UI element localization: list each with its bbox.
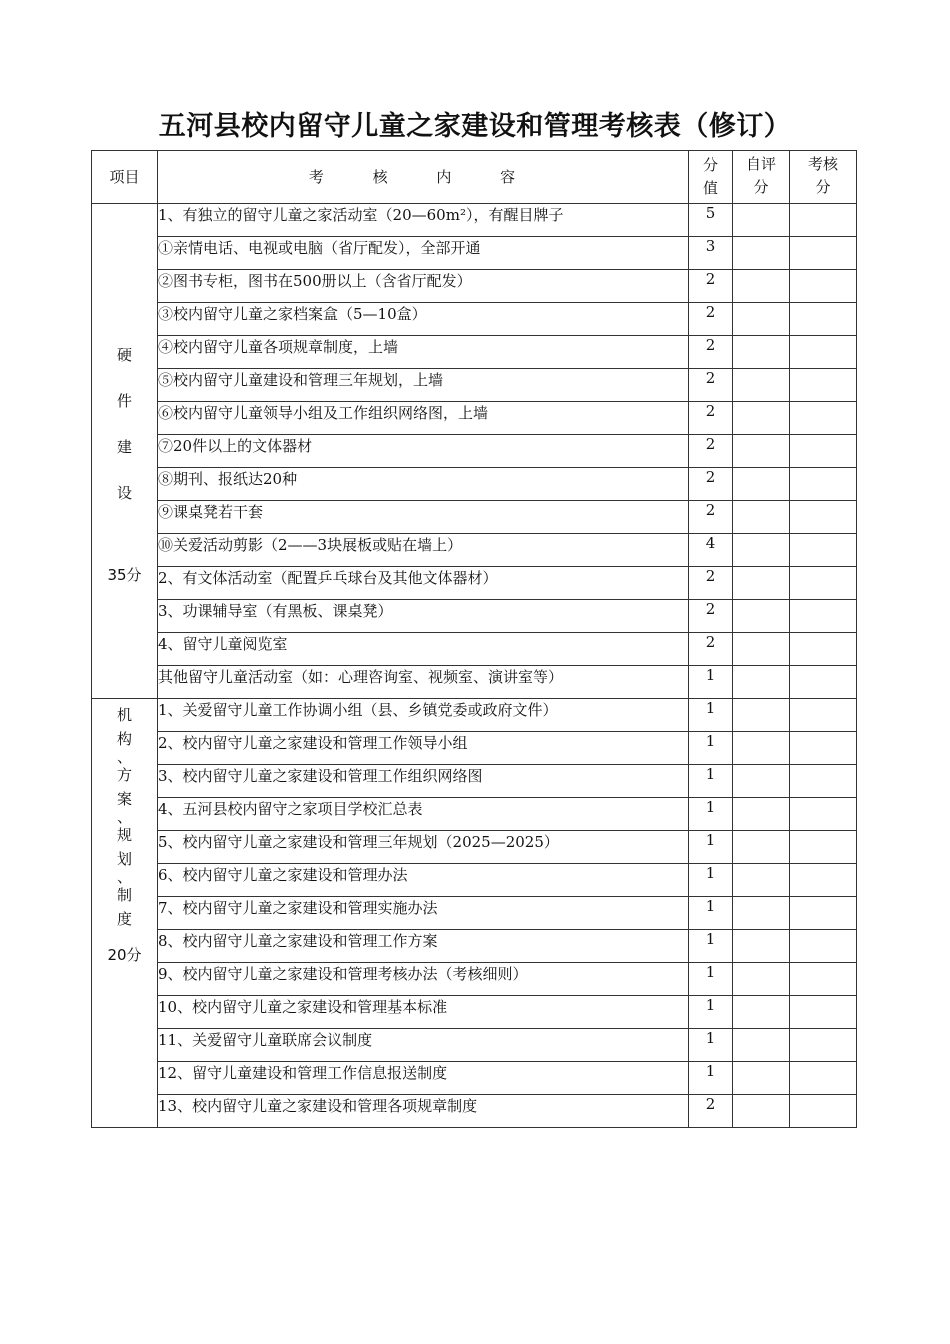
- table-row: [92, 831, 857, 864]
- criterion-text: ①亲情电话、电视或电脑（省厅配发），全部开通: [158, 237, 689, 270]
- criterion-text: 7、校内留守儿童之家建设和管理实施办法: [158, 897, 689, 930]
- section-label-char: 设: [116, 484, 132, 502]
- table-row: [92, 699, 857, 732]
- assess-score-cell[interactable]: [790, 336, 857, 369]
- header-item-label: 项目: [109, 168, 140, 186]
- section-label-char: 、: [116, 748, 132, 766]
- self-score-cell[interactable]: [733, 369, 790, 402]
- table-row: [92, 666, 857, 699]
- header-self-line1: 自评: [745, 155, 776, 173]
- table-row: [92, 996, 857, 1029]
- table-row: [92, 864, 857, 897]
- section-label-char: 划: [116, 850, 132, 868]
- section-label: [92, 699, 158, 1128]
- criterion-text: 2、校内留守儿童之家建设和管理工作领导小组: [158, 732, 689, 765]
- section-label-char: 硬: [116, 346, 132, 364]
- assess-score-cell[interactable]: [790, 699, 857, 732]
- header-score: [689, 151, 733, 204]
- self-score-cell[interactable]: [733, 303, 790, 336]
- criterion-score: 1: [689, 666, 733, 699]
- criterion-score: 2: [689, 600, 733, 633]
- assess-score-cell[interactable]: [790, 435, 857, 468]
- self-score-cell[interactable]: [733, 270, 790, 303]
- criterion-score: 2: [689, 633, 733, 666]
- criterion-score: 1: [689, 699, 733, 732]
- section-label-char: 度: [116, 910, 132, 928]
- table-row: [92, 534, 857, 567]
- table-row: [92, 963, 857, 996]
- assess-score-cell[interactable]: [790, 1095, 857, 1128]
- section-label-char: 制: [116, 886, 132, 904]
- section-points: 20分: [107, 946, 142, 964]
- self-score-cell[interactable]: [733, 468, 790, 501]
- self-score-cell[interactable]: [733, 435, 790, 468]
- self-score-cell[interactable]: [733, 600, 790, 633]
- section-label-char: 方: [116, 766, 132, 784]
- assess-score-cell[interactable]: [790, 567, 857, 600]
- criterion-text: 1、有独立的留守儿童之家活动室（20—60m²），有醒目牌子: [158, 204, 689, 237]
- criterion-score: 2: [689, 501, 733, 534]
- assess-score-cell[interactable]: [790, 1062, 857, 1095]
- criterion-score: 2: [689, 567, 733, 600]
- header-score-line1: 分: [702, 156, 718, 174]
- criterion-text: 12、留守儿童建设和管理工作信息报送制度: [158, 1062, 689, 1095]
- criterion-text: ⑥校内留守儿童领导小组及工作组织网络图，上墙: [158, 402, 689, 435]
- assess-score-cell[interactable]: [790, 501, 857, 534]
- assess-score-cell[interactable]: [790, 303, 857, 336]
- assess-score-cell[interactable]: [790, 897, 857, 930]
- table-row: [92, 633, 857, 666]
- criterion-text: 10、校内留守儿童之家建设和管理基本标准: [158, 996, 689, 1029]
- criterion-score: 1: [689, 765, 733, 798]
- self-score-cell[interactable]: [733, 765, 790, 798]
- criterion-text: 3、校内留守儿童之家建设和管理工作组织网络图: [158, 765, 689, 798]
- assess-score-cell[interactable]: [790, 996, 857, 1029]
- section-points: 35分: [107, 566, 142, 584]
- criterion-score: 1: [689, 1029, 733, 1062]
- assess-score-cell[interactable]: [790, 831, 857, 864]
- self-score-cell[interactable]: [733, 1029, 790, 1062]
- criterion-score: 2: [689, 402, 733, 435]
- self-score-cell[interactable]: [733, 897, 790, 930]
- table-header-row: [92, 151, 857, 204]
- section-label-char: 构: [116, 730, 132, 748]
- criterion-text: 1、关爱留守儿童工作协调小组（县、乡镇党委或政府文件）: [158, 699, 689, 732]
- header-content-label: 考 核 内 容: [308, 168, 538, 186]
- criterion-text: 4、留守儿童阅览室: [158, 633, 689, 666]
- self-score-cell[interactable]: [733, 996, 790, 1029]
- assess-score-cell[interactable]: [790, 732, 857, 765]
- header-assess-score: [790, 151, 857, 204]
- self-score-cell[interactable]: [733, 237, 790, 270]
- assess-score-cell[interactable]: [790, 369, 857, 402]
- criterion-text: 其他留守儿童活动室（如：心理咨询室、视频室、演讲室等）: [158, 666, 689, 699]
- assessment-table: [91, 150, 857, 1128]
- criterion-score: 1: [689, 798, 733, 831]
- table-row: [92, 1095, 857, 1128]
- self-score-cell[interactable]: [733, 1095, 790, 1128]
- self-score-cell[interactable]: [733, 930, 790, 963]
- criterion-score: 2: [689, 435, 733, 468]
- self-score-cell[interactable]: [733, 831, 790, 864]
- criterion-score: 1: [689, 732, 733, 765]
- assess-score-cell[interactable]: [790, 765, 857, 798]
- table-row: [92, 567, 857, 600]
- table-row: [92, 270, 857, 303]
- criterion-text: ⑤校内留守儿童建设和管理三年规划，上墙: [158, 369, 689, 402]
- criterion-score: 3: [689, 237, 733, 270]
- header-assess-line2: 分: [815, 178, 831, 196]
- criterion-text: 13、校内留守儿童之家建设和管理各项规章制度: [158, 1095, 689, 1128]
- self-score-cell[interactable]: [733, 402, 790, 435]
- assess-score-cell[interactable]: [790, 930, 857, 963]
- self-score-cell[interactable]: [733, 501, 790, 534]
- table-body: [92, 204, 857, 1128]
- section-label-char: 案: [116, 790, 132, 808]
- table-row: [92, 798, 857, 831]
- table-row: [92, 930, 857, 963]
- criterion-score: 4: [689, 534, 733, 567]
- table-row: [92, 1029, 857, 1062]
- self-score-cell[interactable]: [733, 963, 790, 996]
- table-row: [92, 402, 857, 435]
- assess-score-cell[interactable]: [790, 534, 857, 567]
- assess-score-cell[interactable]: [790, 204, 857, 237]
- criterion-score: 5: [689, 204, 733, 237]
- self-score-cell[interactable]: [733, 336, 790, 369]
- criterion-score: 2: [689, 369, 733, 402]
- criterion-text: 9、校内留守儿童之家建设和管理考核办法（考核细则）: [158, 963, 689, 996]
- table-row: [92, 204, 857, 237]
- criterion-score: 2: [689, 270, 733, 303]
- assess-score-cell[interactable]: [790, 963, 857, 996]
- table-row: [92, 468, 857, 501]
- section-label-char: 机: [116, 706, 132, 724]
- criterion-score: 1: [689, 996, 733, 1029]
- criterion-text: 4、五河县校内留守之家项目学校汇总表: [158, 798, 689, 831]
- section-label-char: 件: [116, 392, 132, 410]
- section-label-char: 规: [116, 826, 132, 844]
- criterion-text: ③校内留守儿童之家档案盒（5—10盒）: [158, 303, 689, 336]
- criterion-text: 5、校内留守儿童之家建设和管理三年规划（2025—2025）: [158, 831, 689, 864]
- assess-score-cell[interactable]: [790, 666, 857, 699]
- assess-score-cell[interactable]: [790, 1029, 857, 1062]
- assess-score-cell[interactable]: [790, 468, 857, 501]
- table-row: [92, 336, 857, 369]
- header-content: [158, 151, 689, 204]
- criterion-text: 8、校内留守儿童之家建设和管理工作方案: [158, 930, 689, 963]
- table-row: [92, 369, 857, 402]
- criterion-score: 1: [689, 864, 733, 897]
- header-self-line2: 分: [753, 178, 769, 196]
- table-row: [92, 600, 857, 633]
- assess-score-cell[interactable]: [790, 600, 857, 633]
- header-item: [92, 151, 158, 204]
- criterion-text: 2、有文体活动室（配置乒乓球台及其他文体器材）: [158, 567, 689, 600]
- self-score-cell[interactable]: [733, 732, 790, 765]
- page-title: 五河县校内留守儿童之家建设和管理考核表（修订）: [158, 111, 792, 142]
- criterion-text: ⑨课桌凳若干套: [158, 501, 689, 534]
- section-label-char: 、: [116, 808, 132, 826]
- assess-score-cell[interactable]: [790, 864, 857, 897]
- header-assess-line1: 考核: [807, 155, 838, 173]
- criterion-score: 2: [689, 303, 733, 336]
- table-row: [92, 1062, 857, 1095]
- criterion-score: 2: [689, 468, 733, 501]
- criterion-score: 2: [689, 1095, 733, 1128]
- criterion-score: 1: [689, 963, 733, 996]
- self-score-cell[interactable]: [733, 798, 790, 831]
- table-row: [92, 501, 857, 534]
- criterion-score: 2: [689, 336, 733, 369]
- criterion-text: ⑩关爱活动剪影（2——3块展板或贴在墙上）: [158, 534, 689, 567]
- criterion-text: 3、功课辅导室（有黑板、课桌凳）: [158, 600, 689, 633]
- header-self-score: [733, 151, 790, 204]
- criterion-score: 1: [689, 897, 733, 930]
- table-row: [92, 765, 857, 798]
- self-score-cell[interactable]: [733, 534, 790, 567]
- criterion-text: ②图书专柜，图书在500册以上（含省厅配发）: [158, 270, 689, 303]
- header-score-line2: 值: [702, 179, 718, 197]
- self-score-cell[interactable]: [733, 204, 790, 237]
- assess-score-cell[interactable]: [790, 402, 857, 435]
- assess-score-cell[interactable]: [790, 633, 857, 666]
- table-row: [92, 732, 857, 765]
- criterion-text: 6、校内留守儿童之家建设和管理办法: [158, 864, 689, 897]
- criterion-score: 1: [689, 1062, 733, 1095]
- self-score-cell[interactable]: [733, 864, 790, 897]
- section-label: [92, 204, 158, 699]
- criterion-text: ⑧期刊、报纸达20种: [158, 468, 689, 501]
- self-score-cell[interactable]: [733, 1062, 790, 1095]
- self-score-cell[interactable]: [733, 567, 790, 600]
- self-score-cell[interactable]: [733, 633, 790, 666]
- table-row: [92, 897, 857, 930]
- criterion-text: ⑦20件以上的文体器材: [158, 435, 689, 468]
- assess-score-cell[interactable]: [790, 798, 857, 831]
- assess-score-cell[interactable]: [790, 237, 857, 270]
- criterion-text: ④校内留守儿童各项规章制度，上墙: [158, 336, 689, 369]
- criterion-score: 1: [689, 831, 733, 864]
- table-row: [92, 435, 857, 468]
- section-label-char: 建: [116, 438, 132, 456]
- self-score-cell[interactable]: [733, 666, 790, 699]
- self-score-cell[interactable]: [733, 699, 790, 732]
- section-label-char: 、: [116, 868, 132, 886]
- criterion-score: 1: [689, 930, 733, 963]
- table-row: [92, 303, 857, 336]
- criterion-text: 11、关爱留守儿童联席会议制度: [158, 1029, 689, 1062]
- assess-score-cell[interactable]: [790, 270, 857, 303]
- table-row: [92, 237, 857, 270]
